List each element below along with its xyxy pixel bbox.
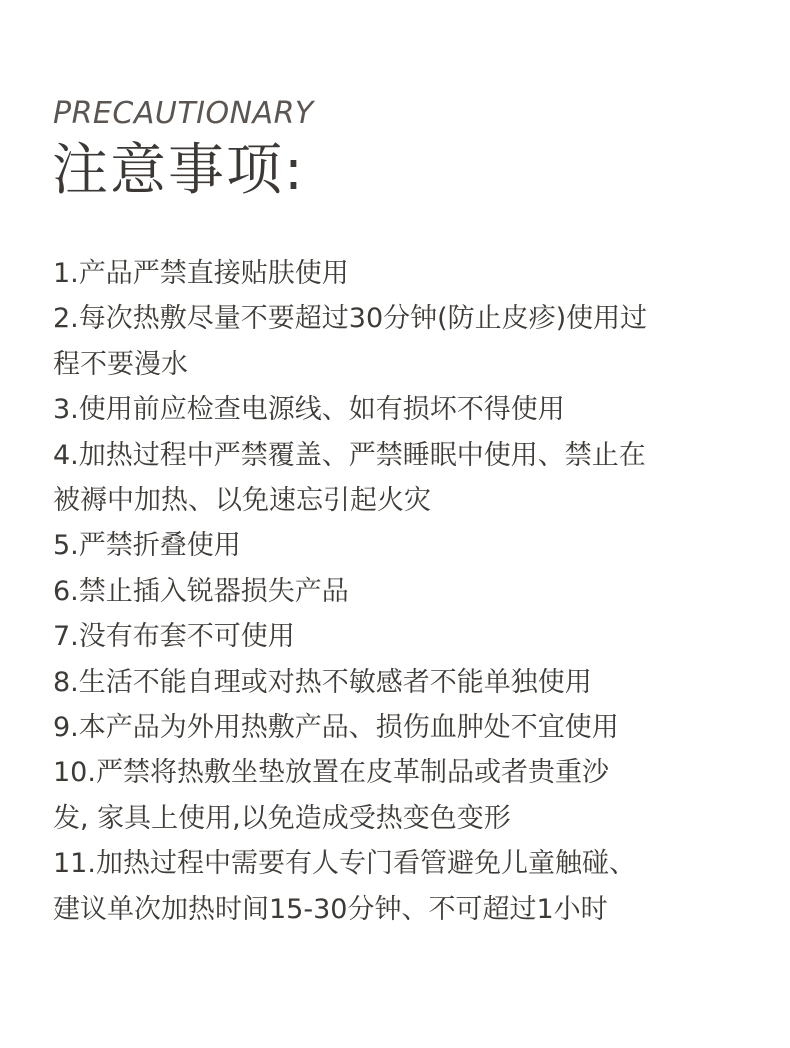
list-item-line: 发, 家具上使用,以免造成受热变色变形 xyxy=(53,802,511,834)
section-eyebrow: PRECAUTIONARY xyxy=(53,96,314,131)
list-item-line: 建议单次加热时间15-30分钟、不可超过1小时 xyxy=(53,893,608,925)
list-item-line: 4.加热过程中严禁覆盖、严禁睡眠中使用、禁止在 xyxy=(53,439,646,471)
list-item-line: 6.禁止插入锐器损失产品 xyxy=(53,575,349,607)
list-item-line: 5.严禁折叠使用 xyxy=(53,530,241,562)
list-item-line: 10.严禁将热敷坐垫放置在皮革制品或者贵重沙 xyxy=(53,757,609,789)
list-item-line: 9.本产品为外用热敷产品、损伤血肿处不宜使用 xyxy=(53,712,619,744)
list-item-line: 程不要漫水 xyxy=(53,348,188,380)
list-item-line: 3.使用前应检查电源线、如有损坏不得使用 xyxy=(53,394,565,426)
list-item-line: 7.没有布套不可使用 xyxy=(53,621,295,653)
list-item-line: 1.产品严禁直接贴肤使用 xyxy=(53,258,349,289)
list-item-line: 2.每次热敷尽量不要超过30分钟(防止皮疹)使用过 xyxy=(53,303,648,335)
list-item-line: 被褥中加热、以免速忘引起火灾 xyxy=(53,485,431,517)
page-title: 注意事项: xyxy=(52,138,305,203)
precaution-list xyxy=(53,251,713,932)
list-item-line: 8.生活不能自理或对热不敏感者不能单独使用 xyxy=(53,666,592,698)
list-item-line: 11.加热过程中需要有人专门看管避免儿童触碰、 xyxy=(53,848,636,880)
